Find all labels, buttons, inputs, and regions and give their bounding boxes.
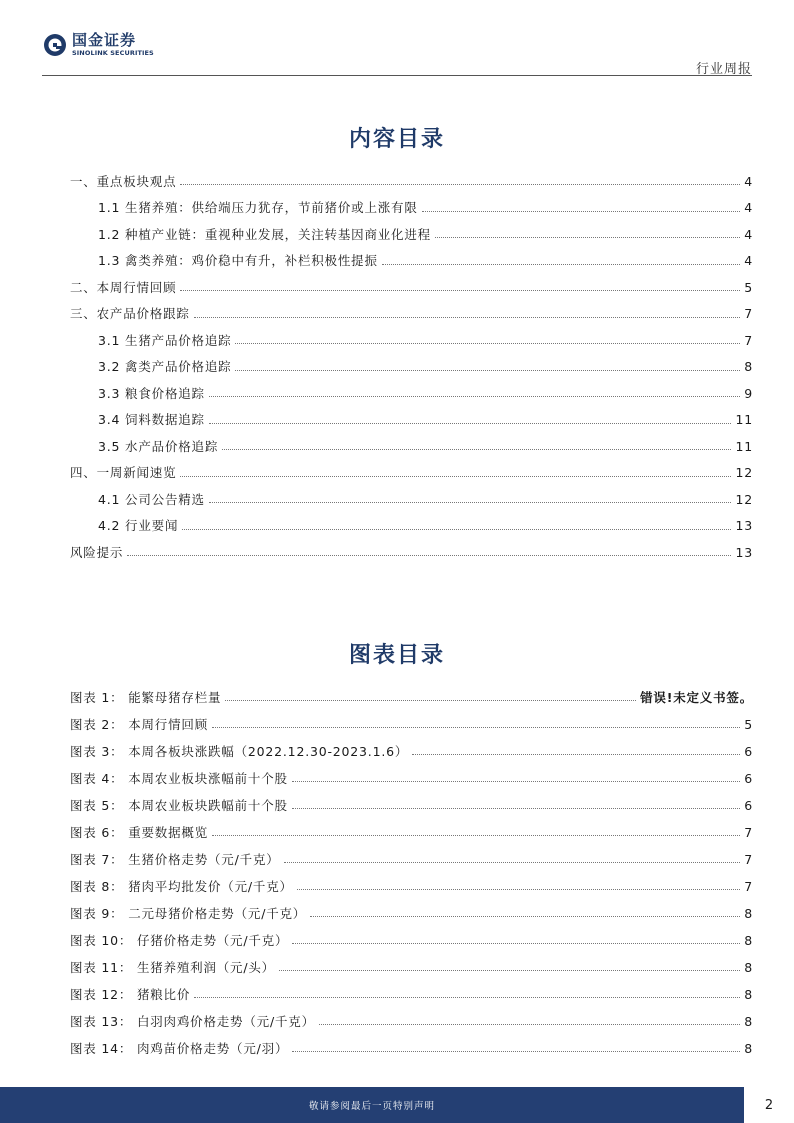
figure-entry-page: 7: [744, 851, 753, 867]
contents-entry-label: 3.2 禽类产品价格追踪: [98, 359, 232, 374]
report-type-label: 行业周报: [695, 62, 752, 77]
logo-english-name: SINOLINK SECURITIES: [72, 49, 154, 58]
contents-entry-page: 11: [735, 412, 753, 427]
contents-entry[interactable]: [70, 409, 753, 427]
figure-entry-page: 6: [744, 743, 753, 759]
dot-leader: [212, 835, 740, 836]
contents-entry[interactable]: [70, 276, 753, 294]
dot-leader: [182, 529, 731, 530]
figure-entry-label: 图表 13： 白羽肉鸡价格走势（元/千克）: [70, 1013, 315, 1029]
figure-entry-label: 图表 10： 仔猪价格走势（元/千克）: [70, 932, 289, 948]
figure-entry-label: 图表 4： 本周农业板块涨幅前十个股: [70, 770, 288, 786]
figure-entry-page: 8: [744, 986, 753, 1002]
dot-leader: [292, 781, 740, 782]
figure-entry-page: 8: [744, 932, 753, 948]
dot-leader: [194, 317, 741, 318]
contents-entry-page: 11: [735, 438, 753, 454]
figure-entry-page: 5: [744, 716, 753, 732]
header-divider: [42, 75, 752, 76]
figure-entry-label: 图表 1： 能繁母猪存栏量: [70, 689, 222, 705]
figure-entry-label: 图表 11： 生猪养殖利润（元/头）: [70, 959, 275, 975]
figure-entry[interactable]: [70, 821, 753, 839]
contents-entry[interactable]: [70, 170, 753, 188]
dot-leader: [180, 476, 731, 477]
dot-leader: [235, 343, 740, 344]
dot-leader: [279, 970, 740, 971]
dot-leader: [209, 423, 732, 424]
contents-entry-page: 7: [744, 332, 753, 348]
dot-leader: [284, 862, 741, 863]
contents-entry[interactable]: [70, 541, 753, 559]
dot-leader: [212, 727, 740, 728]
figure-entry[interactable]: [70, 956, 753, 974]
dot-leader: [194, 997, 740, 998]
contents-entry-page: 12: [735, 491, 753, 507]
contents-entry[interactable]: [70, 488, 753, 506]
figure-entry[interactable]: [70, 1037, 753, 1055]
figure-entry-label: 图表 9： 二元母猪价格走势（元/千克）: [70, 905, 307, 921]
dot-leader: [319, 1024, 740, 1025]
figure-entry-label: 图表 3： 本周各板块涨跌幅（2022.12.30-2023.1.6）: [70, 743, 409, 759]
contents-entry-label: 3.1 生猪产品价格追踪: [98, 332, 232, 348]
figure-entry[interactable]: [70, 740, 753, 758]
contents-entry[interactable]: [70, 356, 753, 374]
contents-entry[interactable]: [70, 329, 753, 347]
figure-entry-label: 图表 12： 猪粮比价: [70, 986, 191, 1002]
dot-leader: [209, 502, 732, 503]
figure-entry-page: 8: [744, 905, 753, 921]
contents-entry-page: 13: [735, 518, 753, 533]
page-header: [0, 0, 794, 76]
figures-title: 图表目录: [348, 643, 445, 668]
figure-entry[interactable]: [70, 794, 753, 812]
figure-entry[interactable]: [70, 929, 753, 947]
contents-entry-page: 4: [744, 253, 753, 268]
figure-entry-page: 错误!未定义书签。: [640, 689, 753, 705]
contents-entry-label: 四、一周新闻速览: [70, 465, 177, 480]
dot-leader: [180, 184, 740, 185]
dot-leader: [422, 211, 741, 212]
figure-entry-page: 8: [744, 1040, 753, 1056]
contents-entry-label: 二、本周行情回顾: [70, 279, 177, 295]
contents-entry-page: 13: [735, 544, 753, 560]
company-logo: [43, 31, 154, 59]
contents-entry-label: 1.1 生猪养殖：供给端压力犹存，节前猪价或上涨有限: [98, 200, 418, 215]
figure-entry-label: 图表 7： 生猪价格走势（元/千克）: [70, 851, 280, 867]
contents-entry-page: 5: [744, 279, 753, 295]
dot-leader: [127, 555, 731, 556]
logo-chinese-name: 国金证券: [72, 31, 137, 50]
figure-entry[interactable]: [70, 848, 753, 866]
dot-leader: [209, 396, 740, 397]
contents-entry[interactable]: [70, 303, 753, 321]
figure-entry-page: 8: [744, 959, 753, 975]
contents-entry[interactable]: [70, 462, 753, 480]
contents-entry-label: 3.5 水产品价格追踪: [98, 438, 219, 454]
figure-entry-page: 7: [744, 878, 753, 894]
contents-entry-page: 4: [744, 173, 753, 189]
dot-leader: [297, 889, 740, 890]
figure-entry-label: 图表 14： 肉鸡苗价格走势（元/羽）: [70, 1040, 289, 1056]
figure-entry[interactable]: [70, 686, 753, 704]
contents-entry-label: 一、重点板块观点: [70, 173, 177, 189]
contents-entry-label: 风险提示: [70, 544, 124, 560]
contents-entry[interactable]: [70, 435, 753, 453]
contents-entry-label: 3.4 饲料数据追踪: [98, 412, 205, 427]
contents-entry-label: 三、农产品价格跟踪: [70, 306, 190, 321]
dot-leader: [382, 264, 740, 265]
contents-entry-page: 8: [744, 359, 753, 374]
figure-entry[interactable]: [70, 983, 753, 1001]
figure-entry-page: 6: [744, 797, 753, 813]
dot-leader: [292, 1051, 740, 1052]
footer-disclaimer: 敬请参阅最后一页特别声明: [308, 1101, 435, 1112]
dot-leader: [222, 449, 731, 450]
page-number: 2: [764, 1097, 774, 1113]
figure-entry-label: 图表 8： 猪肉平均批发价（元/千克）: [70, 878, 293, 894]
dot-leader: [235, 370, 740, 371]
contents-entry[interactable]: [70, 382, 753, 400]
contents-entry-label: 1.2 种植产业链：重视种业发展，关注转基因商业化进程: [98, 226, 431, 242]
contents-entry-page: 7: [744, 306, 753, 321]
contents-entry[interactable]: [70, 197, 753, 215]
figure-entry[interactable]: [70, 875, 753, 893]
dot-leader: [180, 290, 740, 291]
dot-leader: [225, 700, 636, 701]
contents-entry-page: 4: [744, 226, 753, 242]
contents-title: 内容目录: [348, 127, 445, 152]
footer-bar: [0, 1087, 744, 1123]
dot-leader: [412, 754, 740, 755]
contents-entry-page: 12: [735, 465, 753, 480]
figure-entry[interactable]: [70, 902, 753, 920]
figure-entry-page: 8: [744, 1013, 753, 1029]
figure-entry-label: 图表 2： 本周行情回顾: [70, 716, 208, 732]
figure-entry-label: 图表 6： 重要数据概览: [70, 824, 208, 840]
figure-entry[interactable]: [70, 767, 753, 785]
contents-entry-label: 3.3 粮食价格追踪: [98, 385, 205, 401]
dot-leader: [292, 808, 740, 809]
figure-entry-page: 6: [744, 770, 753, 786]
contents-entry-label: 1.3 禽类养殖：鸡价稳中有升，补栏积极性提振: [98, 253, 378, 268]
figure-entry-label: 图表 5： 本周农业板块跌幅前十个股: [70, 797, 288, 813]
contents-entry[interactable]: [70, 515, 753, 533]
dot-leader: [435, 237, 740, 238]
contents-entry-label: 4.1 公司公告精选: [98, 491, 205, 507]
contents-entry-page: 4: [744, 200, 753, 215]
contents-entry[interactable]: [70, 250, 753, 268]
contents-entry-label: 4.2 行业要闻: [98, 518, 179, 533]
figure-entry-page: 7: [744, 824, 753, 840]
page-footer: [0, 1087, 794, 1123]
sinolink-logo-icon: [43, 33, 67, 57]
figure-entry[interactable]: [70, 1010, 753, 1028]
dot-leader: [310, 916, 740, 917]
contents-entry-page: 9: [744, 385, 753, 401]
figure-entry[interactable]: [70, 713, 753, 731]
contents-entry[interactable]: [70, 223, 753, 241]
dot-leader: [292, 943, 740, 944]
